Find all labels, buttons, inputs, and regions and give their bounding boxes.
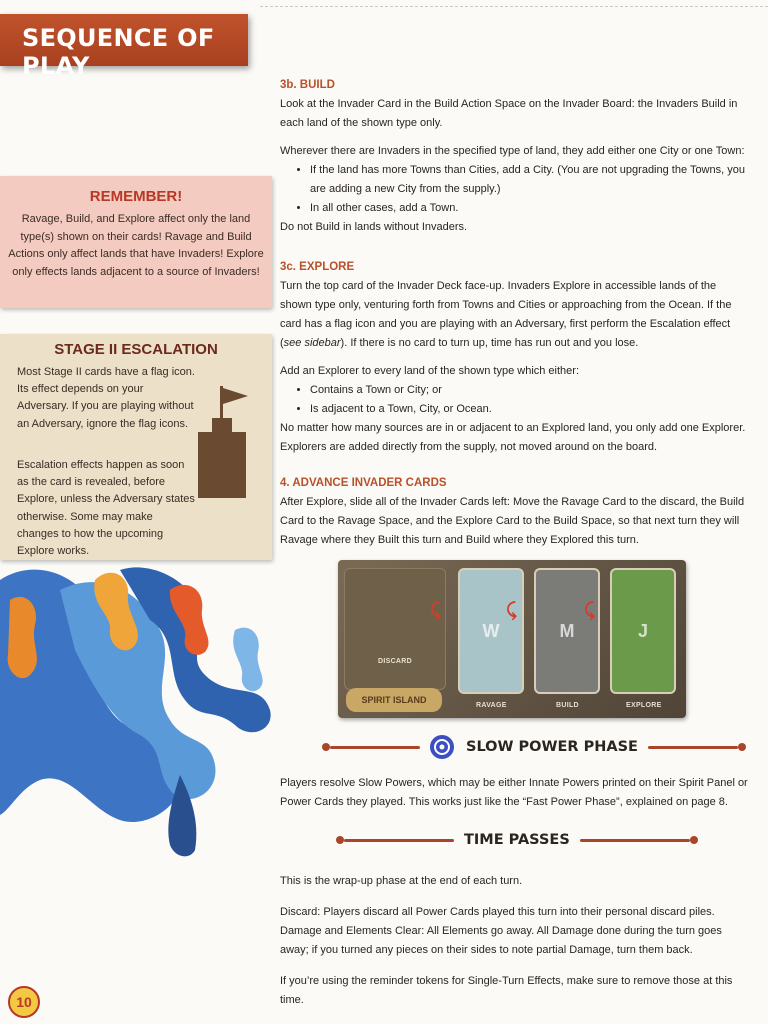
divider-dot <box>322 743 330 751</box>
remember-title: REMEMBER! <box>89 188 183 205</box>
title-banner <box>0 14 248 80</box>
arrow-left-icon: ⤹ <box>584 600 595 620</box>
explore-section <box>280 258 750 457</box>
arrow-left-icon: ⤹ <box>506 600 517 620</box>
build-paragraph-3: Do not Build in lands without Invaders. <box>280 221 468 233</box>
slow-power-paragraph: Players resolve Slow Powers, which may be either Innate Powers printed on their Spirit Panel or Power Cards they played. This works just like the “Fast Power Phase”, explained on page 8. <box>280 777 748 808</box>
discard-label: DISCARD <box>378 658 412 665</box>
invader-board-image <box>338 560 686 718</box>
ravage-card: W <box>458 568 524 694</box>
build-card: M <box>534 568 600 694</box>
divider-line <box>330 746 420 749</box>
build-heading: 3b. BUILD <box>280 79 335 91</box>
arrow-left-icon: ⤹ <box>430 600 441 620</box>
build-paragraph-2: Wherever there are Invaders in the specified type of land, they add either one City or one Town: <box>280 145 745 157</box>
slow-power-section <box>280 774 750 812</box>
escalation-paragraph-1: Most Stage II cards have a flag icon. Its effect depends on your Adversary. If you are playing without an Adversary, ignore the flag icons. <box>17 366 195 430</box>
time-passes-paragraph-4: If you’re using the reminder tokens for Single-Turn Effects, make sure to remove those at this time. <box>280 975 733 1006</box>
explore-paragraph-1: Turn the top card of the Invader Deck face-up. Invaders Explore in accessible lands of the shown type only, venturing forth from Towns and Cities or approaching from the Ocean. If the card has a flag icon and you are playing with an Adversary, first perform the Escalation effect (see sidebar). If there is no card to turn up, time has run out and you lose. <box>280 280 732 349</box>
divider-dot <box>336 836 344 844</box>
list-item: • If the land has more Towns than Cities, add a City. (You are not upgrading the Towns, you are adding a new City from the supply.) <box>310 161 750 199</box>
build-paragraph-1: Look at the Invader Card in the Build Action Space on the Invader Board: the Invaders Build in each land of the shown type only. <box>280 98 738 129</box>
divider-line <box>648 746 738 749</box>
time-passes-heading: TIME PASSES <box>464 832 570 848</box>
escalation-paragraph-2: Escalation effects happen as soon as the card is revealed, before Explore, unless the Adversary states otherwise. Some may make changes to how the upcoming Explore works. <box>17 459 195 558</box>
list-item: • Contains a Town or City; or <box>310 381 750 400</box>
explore-paragraph-2: Add an Explorer to every land of the shown type which either: <box>280 365 580 377</box>
page-title: SEQUENCE OF PLAY <box>22 24 215 80</box>
time-passes-section <box>280 872 750 1010</box>
build-section <box>280 76 750 237</box>
advance-section <box>280 474 750 550</box>
explore-card: J <box>610 568 676 694</box>
slow-power-divider <box>322 733 746 761</box>
divider-dot <box>690 836 698 844</box>
advance-paragraph-1: After Explore, slide all of the Invader Cards left: Move the Ravage Card to the discard, the Build Card to the Ravage Space, and the Explore Card to the Build Space, so that next turn they will Ravage where they Built this turn and Build where they Explored this turn. <box>280 496 745 546</box>
time-passes-paragraph-3: Damage and Elements Clear: All Elements go away. All Damage done during the turn goes away; if you turned any pieces on their sides to note partial Damage, turn them back. <box>280 925 722 956</box>
spirit-illustration <box>0 560 330 860</box>
build-label: BUILD <box>556 702 579 709</box>
build-bullet-list <box>280 161 750 218</box>
explore-bullet-list <box>280 381 750 419</box>
divider-line <box>344 839 454 842</box>
explore-paragraph-3: No matter how many sources are in or adjacent to an Explored land, you only add one Explorer. Explorers are added directly from the supply, not moved around on the board. <box>280 422 746 453</box>
discard-slot <box>344 568 446 690</box>
advance-heading: 4. ADVANCE INVADER CARDS <box>280 477 447 489</box>
list-item: • In all other cases, add a Town. <box>310 199 750 218</box>
remember-box <box>0 176 272 308</box>
page-number: 10 <box>8 986 40 1018</box>
time-passes-paragraph-1: This is the wrap-up phase at the end of each turn. <box>280 875 523 887</box>
explore-label: EXPLORE <box>626 702 662 709</box>
divider-line <box>580 839 690 842</box>
explore-heading: 3c. EXPLORE <box>280 261 355 273</box>
slow-power-heading: SLOW POWER PHASE <box>466 739 638 755</box>
ravage-label: RAVAGE <box>476 702 507 709</box>
spirit-island-logo: SPIRIT ISLAND <box>346 688 442 712</box>
swirl-icon <box>428 733 456 761</box>
list-item: • Is adjacent to a Town, City, or Ocean. <box>310 400 750 419</box>
top-dashed-rule <box>260 6 768 7</box>
escalation-title: STAGE II ESCALATION <box>54 341 218 358</box>
remember-text: Ravage, Build, and Explore affect only the land type(s) shown on their cards! Ravage and Build Actions only affect lands that have Invaders! Explore only effects lands adjacent to a source of Invaders! <box>8 213 264 278</box>
time-passes-paragraph-2: Discard: Players discard all Power Cards played this turn into their personal discard piles. <box>280 906 715 918</box>
flag-icon <box>196 382 256 502</box>
time-passes-divider <box>336 832 698 848</box>
divider-dot <box>738 743 746 751</box>
